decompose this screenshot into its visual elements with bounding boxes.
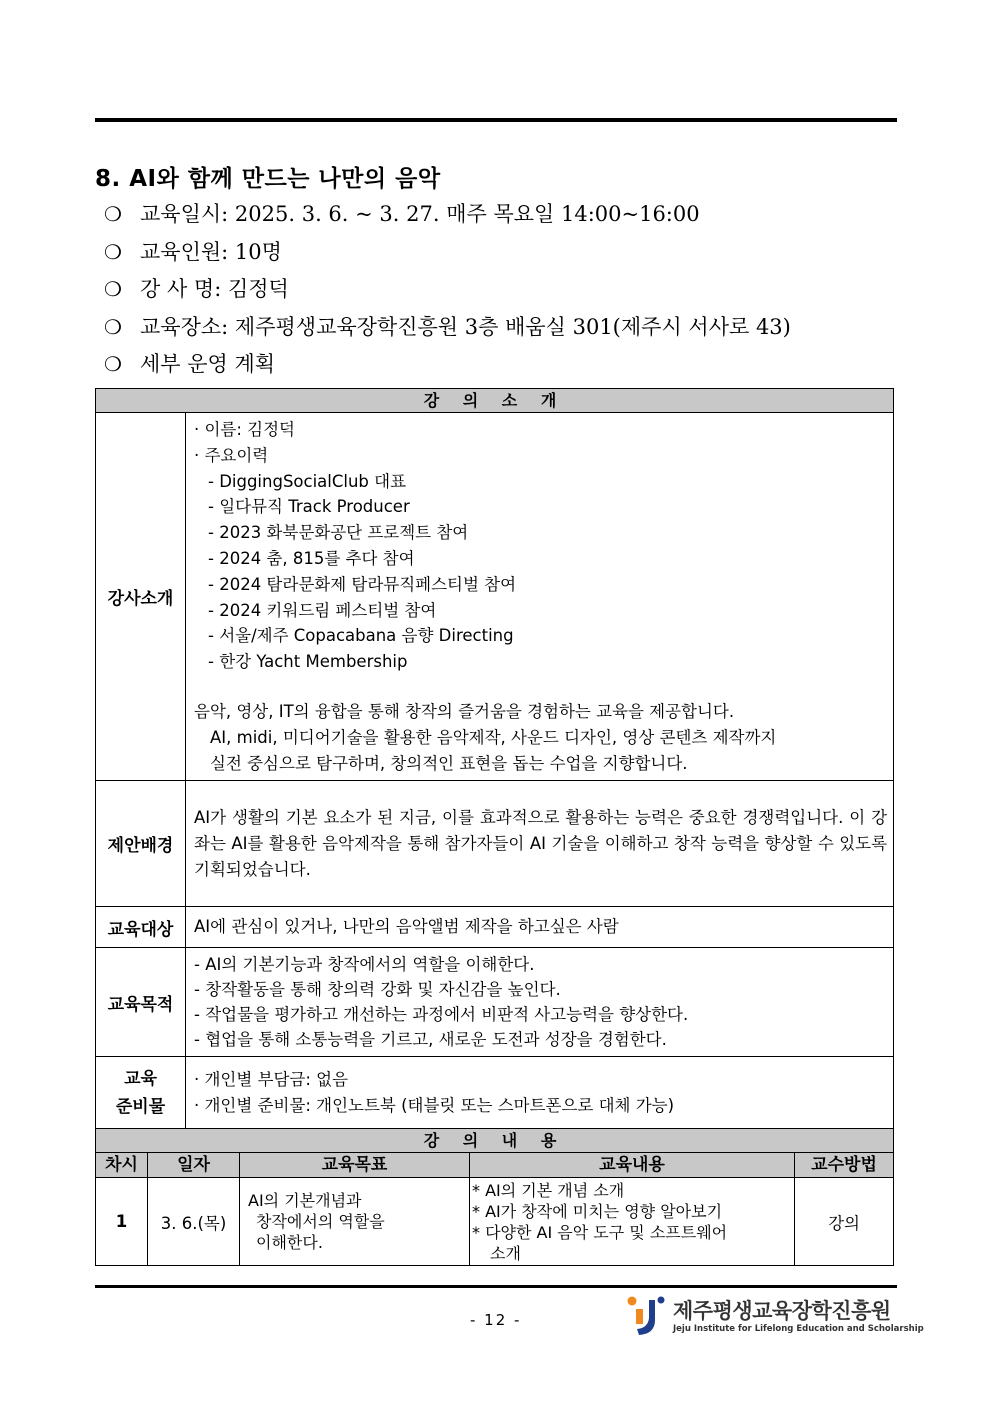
overview-item-date: ❍ 교육일시: 2025. 3. 6. ~ 3. 27. 매주 목요일 14:00~16:00 (104, 198, 791, 236)
bottom-rule (95, 1285, 897, 1288)
intro-section-header: 강 의 소 개 (96, 389, 894, 413)
col-head-date: 일자 (148, 1153, 240, 1178)
prep-label: 교육 준비물 (96, 1057, 186, 1129)
prep-cell: · 개인별 부담금: 없음 · 개인별 준비물: 개인노트북 (태블릿 또는 스마트폰으로 대체 가능) (186, 1057, 894, 1129)
goals-cell: - AI의 기본기능과 창작에서의 역할을 이해한다. - 창작활동을 통해 창의력 강화 및 자신감을 높인다. - 작업물을 평가하고 개선하는 과정에서 비판적 사고능력을 향상한다. - 협업을 통해 소통능력을 기르고, 새로운 도전과 성장을 경험한다. (186, 948, 894, 1057)
goals-label: 교육목적 (96, 948, 186, 1057)
org-name: 제주평생교육장학진흥원 (673, 1299, 891, 1323)
overview-item-plan: ❍ 세부 운영 계획 (104, 348, 791, 386)
instructor-cell: · 이름: 김정덕 · 주요이력 - DiggingSocialClub 대표 - 일다뮤직 Track Producer - 2023 화북문화공단 프로젝트 참여 - 2024 춤, 815를 추다 참여 - 2024 탐라문화제 탐라뮤직페스티벌 참여 - 2024 키워드림 페스티벌 참여 - 서울/제주 Copacabana 음향 Directing - 한강 Yacht Membership 음악, 영상, IT의 융합을 통해 창작의 즐거움을 경험하는 교육을 제공합니다. AI, midi, 미디어기술을 활용한 음악제작, 사운드 디자인, 영상 콘텐츠 제작까지 실전 중심으로 탐구하며, 창의적인 표현을 돕는 수업을 지향합니다. (186, 413, 894, 781)
circle-bullet-icon: ❍ (104, 202, 122, 226)
org-name-en: Jeju Institute for Lifelong Education and Scholarship (673, 1324, 924, 1334)
col-head-session: 차시 (96, 1153, 148, 1178)
circle-bullet-icon: ❍ (104, 277, 122, 301)
overview-list (104, 198, 791, 386)
instructor-label: 강사소개 (96, 413, 186, 781)
overview-item-instructor: ❍ 강 사 명: 김정덕 (104, 273, 791, 311)
content-cell: * AI의 기본 개념 소개 * AI가 창작에 미치는 영향 알아보기 * 다양한 AI 음악 도구 및 소프트웨어 소개 (470, 1178, 795, 1266)
col-head-goal: 교육목표 (240, 1153, 470, 1178)
background-label: 제안배경 (96, 781, 186, 907)
overview-item-headcount: ❍ 교육인원: 10명 (104, 236, 791, 274)
circle-bullet-icon: ❍ (104, 239, 122, 264)
content-section-header: 강 의 내 용 (96, 1129, 894, 1153)
background-text: AI가 생활의 기본 요소가 된 지금, 이를 효과적으로 활용하는 능력은 중요한 경쟁력입니다. 이 강좌는 AI를 활용한 음악제작을 통해 참가자들이 AI 기술을 이해하고 창작 능력을 향상할 수 있도록 기획되었습니다. (194, 808, 888, 879)
background-cell (186, 781, 894, 907)
logo-dot-blue (658, 1297, 665, 1304)
page-title: 8. AI와 함께 만드는 나만의 음악 (95, 166, 441, 192)
logo-bar-orange (636, 1309, 643, 1324)
col-head-content: 교육내용 (470, 1153, 795, 1178)
goal-cell: AI의 기본개념과 창작에서의 역할을 이해한다. (240, 1178, 470, 1266)
page-number: - 12 - (470, 1311, 522, 1329)
target-label: 교육대상 (96, 907, 186, 948)
org-logo (625, 1294, 924, 1338)
jeju-logo-icon (625, 1294, 667, 1338)
session-cell: 1 (96, 1178, 148, 1266)
logo-dot-orange (628, 1297, 637, 1306)
target-cell: AI에 관심이 있거나, 나만의 음악앨범 제작을 하고싶은 사람 (186, 907, 894, 948)
top-rule (95, 118, 897, 122)
col-head-method: 교수방법 (795, 1153, 894, 1178)
circle-bullet-icon: ❍ (104, 314, 122, 339)
circle-bullet-icon: ❍ (104, 352, 122, 376)
overview-item-location: ❍ 교육장소: 제주평생교육장학진흥원 3층 배움실 301(제주시 서사로 43) (104, 311, 791, 349)
table-row (96, 1178, 894, 1266)
course-table (95, 388, 894, 1266)
method-cell: 강의 (795, 1178, 894, 1266)
date-cell: 3. 6.(목) (148, 1178, 240, 1266)
